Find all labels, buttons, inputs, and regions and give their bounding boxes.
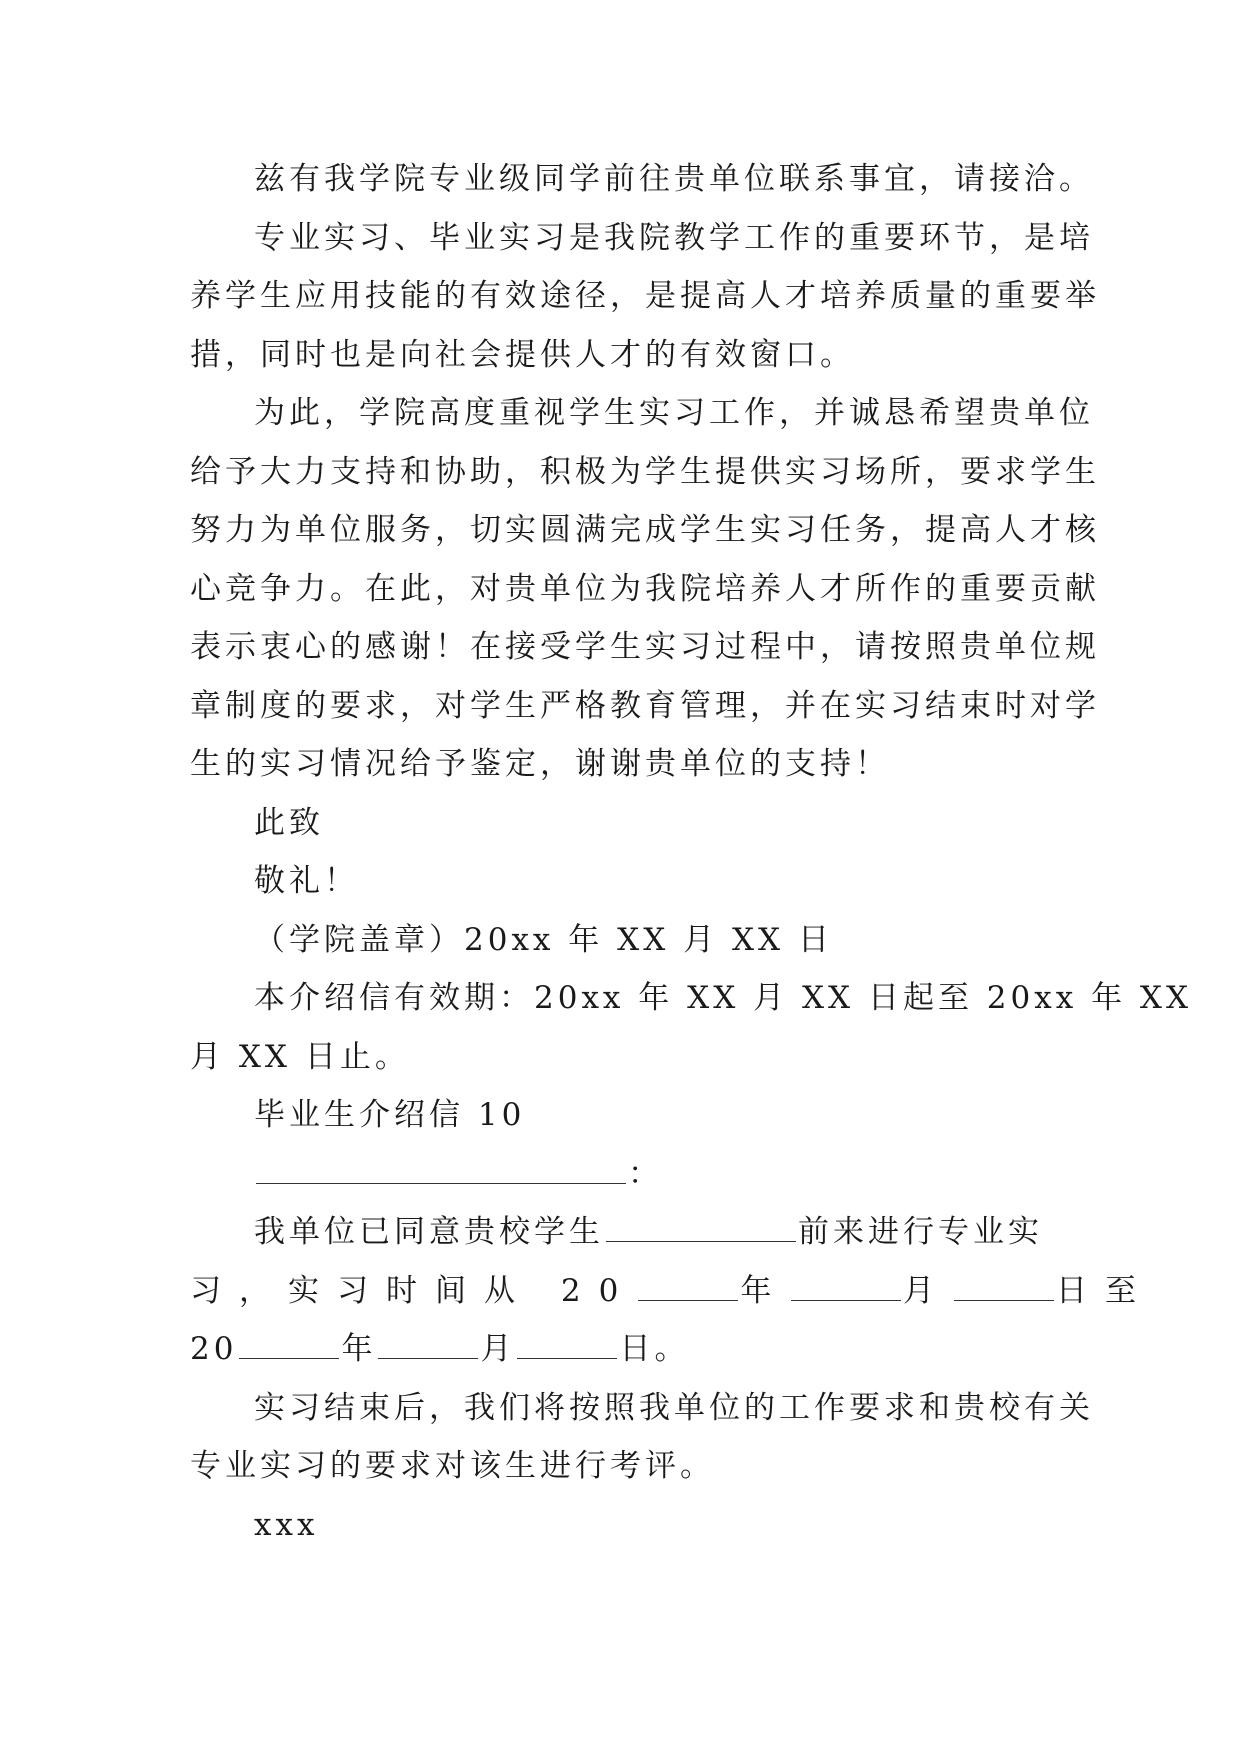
end-month-blank[interactable] [378, 1332, 478, 1359]
addressee-blank[interactable] [256, 1157, 626, 1184]
salutation-cizhi: 此致 [254, 804, 324, 841]
agreement-line-3 [190, 1320, 1050, 1379]
paragraph-intro: 兹有我学院专业级同学前往贵单位联系事宜，请接洽。 [254, 161, 1094, 197]
agreement-line-2 [190, 1262, 1155, 1321]
salutation-jingli: 敬礼！ [254, 863, 359, 899]
agreement3-day: 日。 [619, 1331, 690, 1367]
paragraph-request-line-1: 为此，学院高度重视学生实习工作，并诚恳希望贵单位 [254, 395, 1094, 431]
paragraph-internship-line-3: 措，同时也是向社会提供人才的有效窗口。 [190, 336, 855, 373]
addressee-line [190, 1145, 1050, 1204]
agreement2-month: 月 [903, 1272, 939, 1309]
signature: xxx [254, 1506, 319, 1543]
paragraph-request-line-5: 表示衷心的感谢！在接受学生实习过程中，请按照贵单位规 [190, 629, 1100, 665]
paragraph-request-line-3: 努力为单位服务，切实圆满完成学生实习任务，提高人才核 [190, 512, 1100, 548]
student-name-blank[interactable] [606, 1215, 796, 1242]
section-title: 毕业生介绍信 10 [254, 1097, 526, 1133]
start-month-blank[interactable] [791, 1274, 901, 1301]
seal-date-line: （学院盖章）20xx 年 XX 月 XX 日 [254, 921, 833, 958]
agreement-text-b: 前来进行专业实 [798, 1214, 1043, 1250]
paragraph-internship-line-1: 专业实习、毕业实习是我院教学工作的重要环节，是培 [254, 219, 1094, 256]
letter-body [190, 150, 1193, 1554]
start-day-blank[interactable] [954, 1274, 1054, 1301]
start-year-blank[interactable] [638, 1274, 738, 1301]
paragraph-request-line-6: 章制度的要求，对学生严格教育管理，并在实习结束时对学 [190, 687, 1100, 724]
end-year-blank[interactable] [239, 1332, 339, 1359]
agreement3-prefix: 20 [190, 1331, 238, 1367]
validity-line-2: 月 XX 日止。 [190, 1038, 410, 1075]
paragraph-request-line-7: 生的实习情况给予鉴定，谢谢贵单位的支持！ [190, 746, 890, 782]
agreement-line-1 [190, 1203, 1050, 1262]
agreement3-month: 月 [480, 1331, 516, 1367]
agreement2-text: 习，实习时间从 20 [190, 1272, 637, 1309]
agreement2-day: 日至 [1056, 1272, 1155, 1309]
paragraph-internship-line-2: 养学生应用技能的有效途径，是提高人才培养质量的重要举 [190, 278, 1100, 314]
agreement2-year: 年 [740, 1272, 776, 1309]
paragraph-request-line-4: 心竞争力。在此，对贵单位为我院培养人才所作的重要贡献 [190, 570, 1100, 607]
evaluation-line-1: 实习结束后，我们将按照我单位的工作要求和贵校有关 [254, 1389, 1094, 1426]
agreement3-year: 年 [341, 1331, 377, 1367]
end-day-blank[interactable] [517, 1332, 617, 1359]
agreement-text-a: 我单位已同意贵校学生 [254, 1214, 604, 1250]
validity-line-1: 本介绍信有效期：20xx 年 XX 月 XX 日起至 20xx 年 XX [254, 980, 1193, 1016]
paragraph-request-line-2: 给予大力支持和协助，积极为学生提供实习场所，要求学生 [190, 453, 1100, 490]
addressee-colon: ： [628, 1155, 663, 1192]
evaluation-line-2: 专业实习的要求对该生进行考评。 [190, 1448, 715, 1484]
